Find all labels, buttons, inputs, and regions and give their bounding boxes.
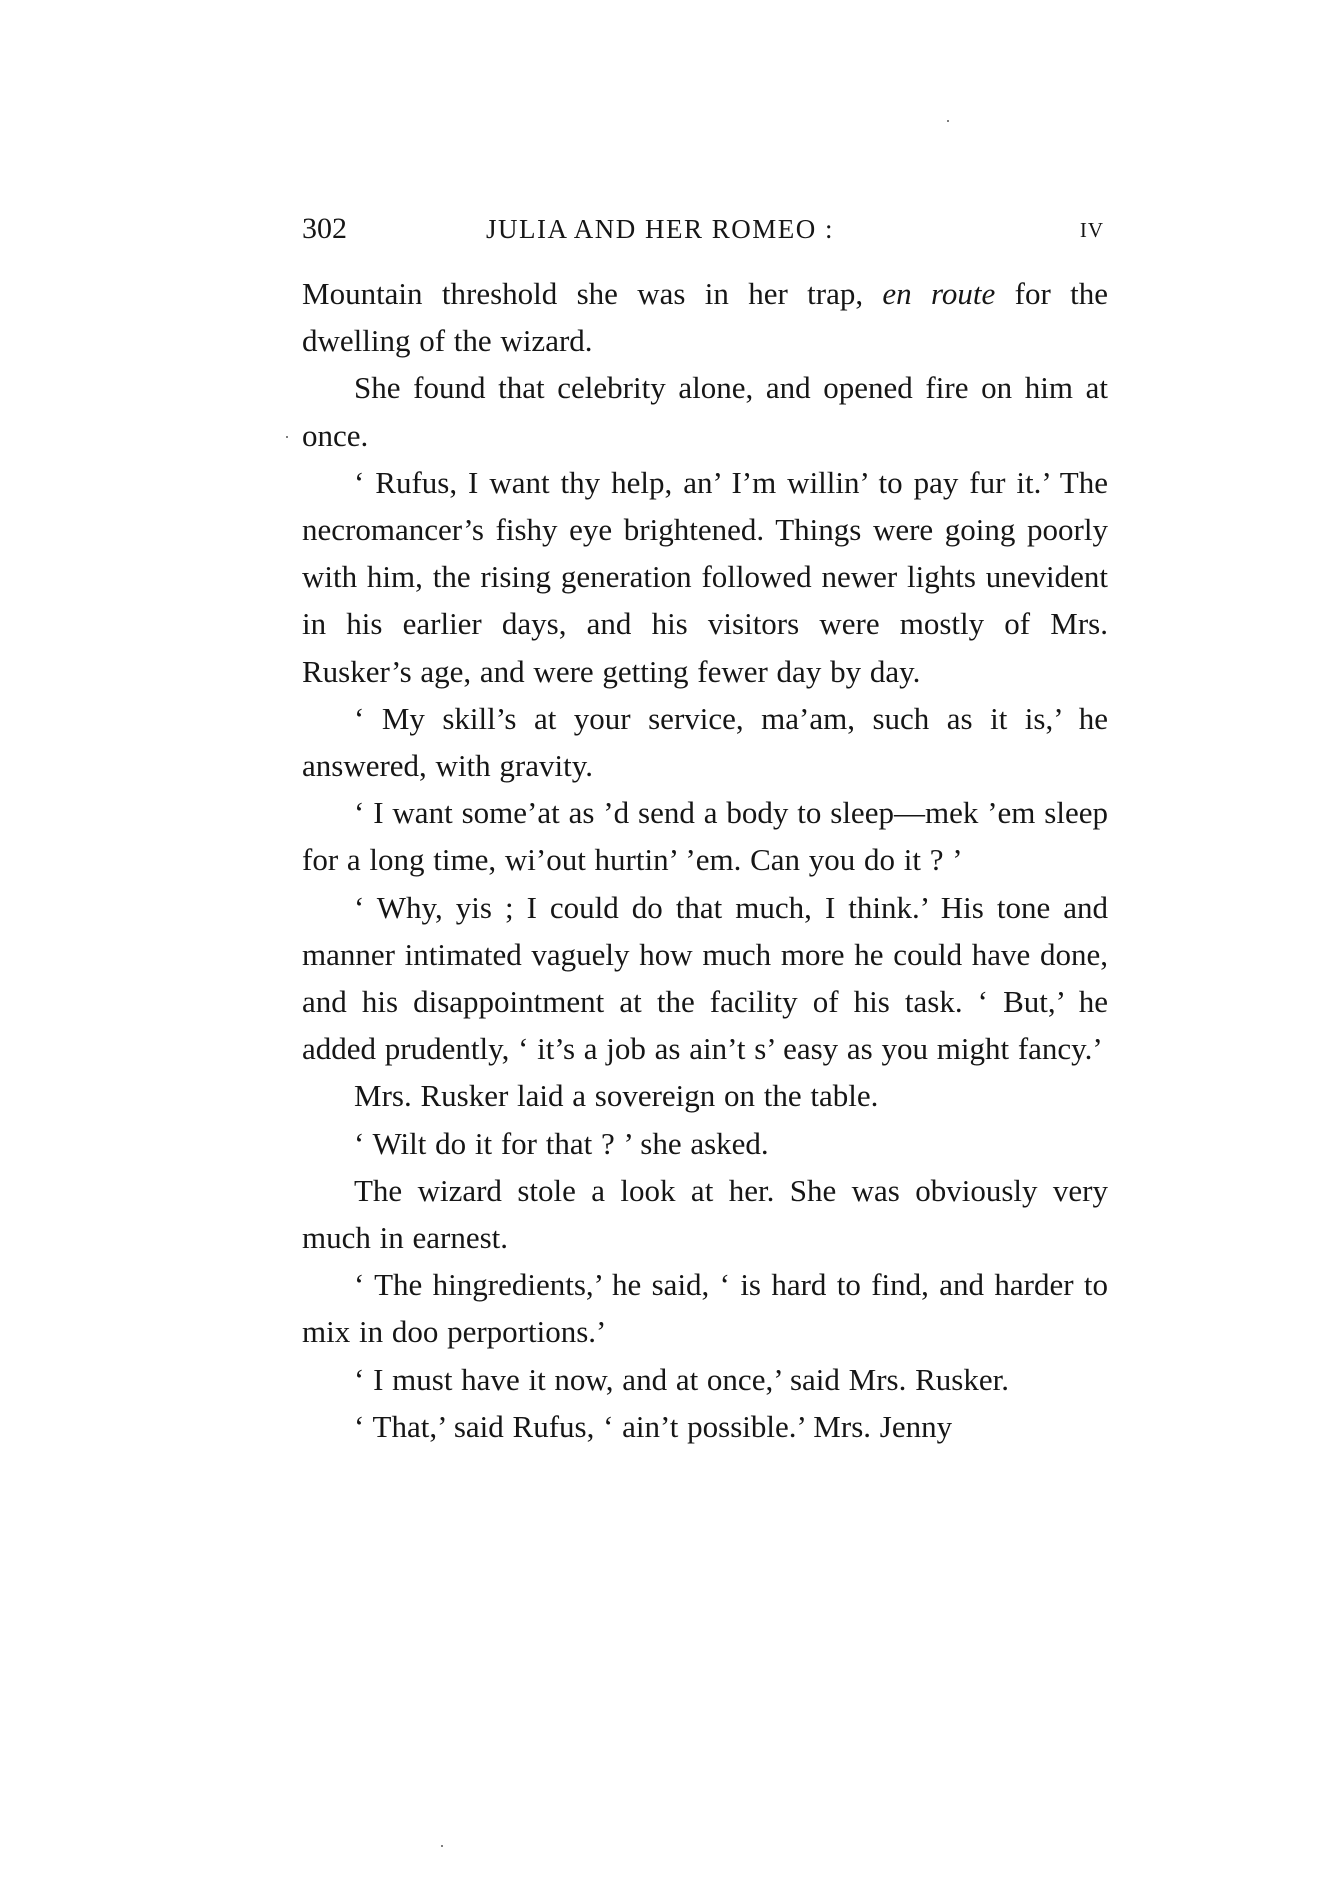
paragraph: ‘ That,’ said Rufus, ‘ ain’t possible.’ Mrs. Jenny — [354, 1408, 953, 1444]
page-number: 302 — [302, 212, 347, 245]
paragraph-continued — [302, 270, 1108, 364]
paragraph-text: Mountain threshold she was in her trap, — [302, 276, 883, 311]
paragraph: ‘ My skill’s at your service, ma’am, such as it is,’ he answered, with gravity. — [302, 700, 1108, 784]
paragraph: ‘ I want some’at as ’d send a body to sleep—mek ’em sleep for a long time, wi’out hurtin’ ’em. Can you do it ? ’ — [302, 795, 1108, 878]
paragraph: Mrs. Rusker laid a sovereign on the table. — [354, 1078, 879, 1114]
section-mark: IV — [1079, 218, 1104, 242]
page-speck-mark — [441, 1845, 443, 1847]
paragraph: ‘ Wilt do it for that ? ’ she asked. — [354, 1125, 769, 1161]
italic-phrase: en route — [882, 276, 996, 311]
running-header — [302, 211, 1104, 247]
page-speck-mark — [947, 120, 949, 122]
paragraph: ‘ Why, yis ; I could do that much, I think.’ His tone and manner intimated vaguely how much more he could have done, and his disappointment at the facility of his task. ‘ But,’ he added prudently, ‘ it’s a job as ain’t s’ easy as you might fancy.’ — [302, 889, 1108, 1067]
running-title: JULIA AND HER ROMEO : — [486, 214, 835, 244]
paragraph: ‘ The hingredients,’ he said, ‘ is hard to find, and harder to mix in doo perportions.’ — [302, 1267, 1108, 1350]
paragraph-text: for the dwelling of the wizard. — [302, 276, 1108, 359]
paragraph: ‘ I must have it now, and at once,’ said Mrs. Rusker. — [354, 1361, 1009, 1397]
paragraph: ‘ Rufus, I want thy help, an’ I’m willin’ to pay fur it.’ The necromancer’s fishy eye brightened. Things were going poorly with him, the rising generation followed newer lights unevident in his earlier days, and his visitors were mostly of Mrs. Rusker’s age, and were getting fewer day by day. — [302, 464, 1108, 689]
paragraph: The wizard stole a look at her. She was obviously very much in earnest. — [302, 1172, 1108, 1256]
page-speck-mark — [286, 436, 288, 438]
body-text — [302, 270, 1108, 1450]
paragraph: She found that celebrity alone, and opened fire on him at once. — [302, 370, 1108, 453]
